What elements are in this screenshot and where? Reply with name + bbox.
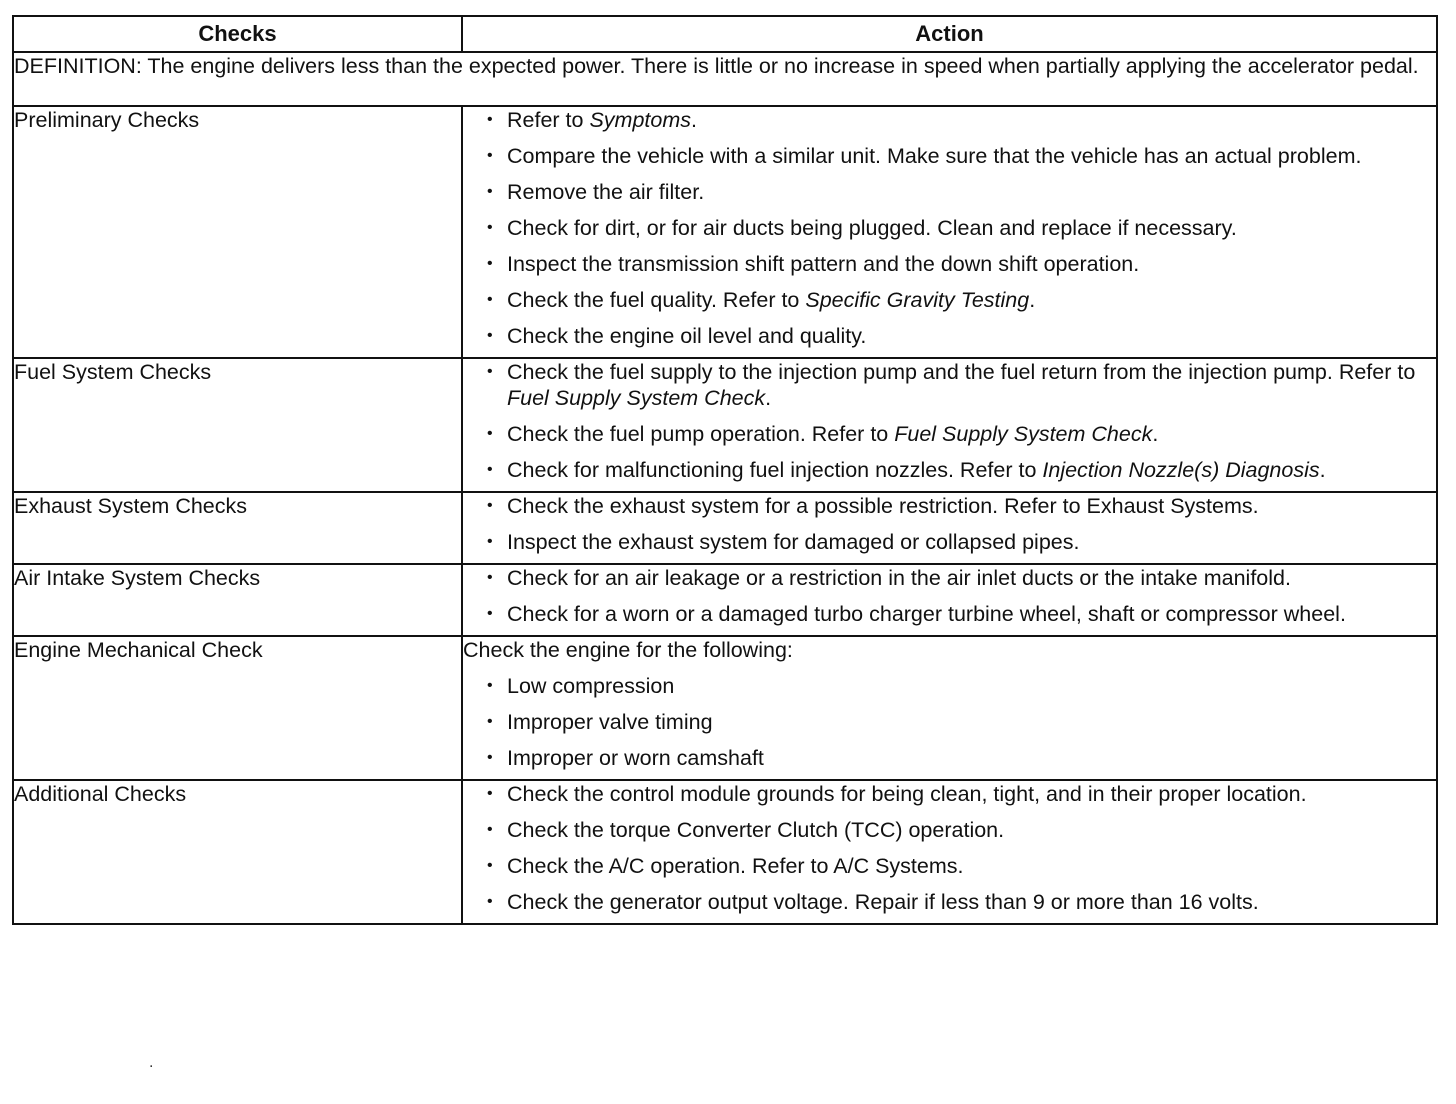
bullet-icon: • <box>487 749 493 766</box>
action-list <box>463 359 1436 483</box>
check-row <box>13 492 1437 564</box>
bullet-icon: • <box>487 533 493 550</box>
action-text-end: . <box>691 108 697 132</box>
action-column-header: Action <box>462 16 1437 52</box>
action-text-end: . <box>1319 458 1326 482</box>
action-text: Check the fuel supply to the injection pump and the fuel return from the injection pump. Refer to <box>507 360 1416 384</box>
action-text: Remove the air filter. <box>507 180 705 204</box>
checks-column-header: Checks <box>13 16 462 52</box>
action-text: Check the control module grounds for being clean, tight, and in their proper location. <box>507 782 1307 806</box>
action-text: Compare the vehicle with a similar unit. Make sure that the vehicle has an actual problem. <box>507 144 1362 168</box>
action-cell <box>462 780 1437 924</box>
bullet-icon: • <box>487 327 493 344</box>
bullet-icon: • <box>487 677 493 694</box>
check-name: Additional Checks <box>13 780 462 924</box>
action-list <box>463 565 1436 627</box>
check-name: Exhaust System Checks <box>13 492 462 564</box>
action-item <box>463 493 1436 519</box>
check-row <box>13 564 1437 636</box>
action-list <box>463 781 1436 915</box>
action-cell <box>462 636 1437 780</box>
action-text-end: . <box>1152 422 1159 446</box>
action-list <box>463 493 1436 555</box>
reference-link-text: Injection Nozzle(s) Diagnosis <box>1042 458 1320 482</box>
action-cell <box>462 106 1437 358</box>
stray-dot-mark: . <box>149 1054 154 1071</box>
action-text: Check the A/C operation. Refer to A/C Systems. <box>507 854 964 878</box>
header-row <box>13 16 1437 52</box>
action-text: Check for dirt, or for air ducts being plugged. Clean and replace if necessary. <box>507 216 1237 240</box>
bullet-icon: • <box>487 183 493 200</box>
action-item <box>463 323 1436 349</box>
action-cell <box>462 492 1437 564</box>
reference-link-text: Symptoms <box>589 108 692 132</box>
check-row <box>13 358 1437 492</box>
bullet-icon: • <box>487 461 493 478</box>
action-item <box>463 287 1436 313</box>
action-intro: Check the engine for the following: <box>463 638 793 662</box>
action-item <box>463 179 1436 205</box>
bullet-icon: • <box>487 497 493 514</box>
bullet-icon: • <box>487 893 493 910</box>
action-item <box>463 889 1436 915</box>
action-text: Check the engine oil level and quality. <box>507 324 867 348</box>
action-item <box>463 215 1436 241</box>
action-text: Check the exhaust system for a possible restriction. Refer to Exhaust Systems. <box>507 494 1259 518</box>
reference-link-text: Fuel Supply System Check <box>894 422 1153 446</box>
bullet-icon: • <box>487 291 493 308</box>
action-item <box>463 457 1436 483</box>
action-text: Check for malfunctioning fuel injection nozzles. Refer to <box>507 458 1043 482</box>
action-text: Low compression <box>507 674 675 698</box>
check-name: Air Intake System Checks <box>13 564 462 636</box>
bullet-icon: • <box>487 363 493 380</box>
action-text: Improper or worn camshaft <box>507 746 764 770</box>
action-item <box>463 251 1436 277</box>
action-item <box>463 673 1436 699</box>
action-item <box>463 143 1436 169</box>
bullet-icon: • <box>487 821 493 838</box>
action-text: Refer to <box>507 108 590 132</box>
diagnostic-table-container <box>12 15 1436 925</box>
action-list <box>463 107 1436 349</box>
action-item <box>463 601 1436 627</box>
bullet-icon: • <box>487 605 493 622</box>
check-name: Fuel System Checks <box>13 358 462 492</box>
check-row <box>13 106 1437 358</box>
action-text: Check the fuel quality. Refer to <box>507 288 806 312</box>
action-text: Check for an air leakage or a restriction in the air inlet ducts or the intake manifold. <box>507 566 1291 590</box>
check-name: Engine Mechanical Check <box>13 636 462 780</box>
diagnostic-table <box>12 15 1438 925</box>
action-item <box>463 421 1436 447</box>
bullet-icon: • <box>487 147 493 164</box>
action-text: Improper valve timing <box>507 710 713 734</box>
action-item <box>463 745 1436 771</box>
bullet-icon: • <box>487 569 493 586</box>
bullet-icon: • <box>487 713 493 730</box>
check-row <box>13 636 1437 780</box>
action-text: Check the fuel pump operation. Refer to <box>507 422 895 446</box>
action-text: Check the torque Converter Clutch (TCC) operation. <box>507 818 1005 842</box>
action-cell <box>462 564 1437 636</box>
action-text: Check for a worn or a damaged turbo charger turbine wheel, shaft or compressor wheel. <box>507 602 1346 626</box>
definition-row <box>13 52 1437 106</box>
action-item <box>463 853 1436 879</box>
action-text: Check the generator output voltage. Repair if less than 9 or more than 16 volts. <box>507 890 1259 914</box>
action-text-end: . <box>765 386 772 410</box>
reference-link-text: Specific Gravity Testing <box>805 288 1030 312</box>
action-text-end: . <box>1029 288 1036 312</box>
action-item <box>463 817 1436 843</box>
check-row <box>13 780 1437 924</box>
definition-text: DEFINITION: The engine delivers less than the expected power. There is little or no increase in speed when partially applying the accelerator pedal. <box>13 52 1437 106</box>
action-item <box>463 529 1436 555</box>
bullet-icon: • <box>487 111 493 128</box>
bullet-icon: • <box>487 219 493 236</box>
action-item <box>463 709 1436 735</box>
action-cell <box>462 358 1437 492</box>
bullet-icon: • <box>487 255 493 272</box>
action-text: Inspect the exhaust system for damaged or collapsed pipes. <box>507 530 1080 554</box>
action-text: Inspect the transmission shift pattern and the down shift operation. <box>507 252 1140 276</box>
action-item <box>463 359 1436 411</box>
bullet-icon: • <box>487 425 493 442</box>
action-item <box>463 107 1436 133</box>
action-list <box>463 673 1436 771</box>
reference-link-text: Fuel Supply System Check <box>507 386 766 410</box>
action-item <box>463 565 1436 591</box>
action-item <box>463 781 1436 807</box>
bullet-icon: • <box>487 857 493 874</box>
bullet-icon: • <box>487 785 493 802</box>
check-name: Preliminary Checks <box>13 106 462 358</box>
